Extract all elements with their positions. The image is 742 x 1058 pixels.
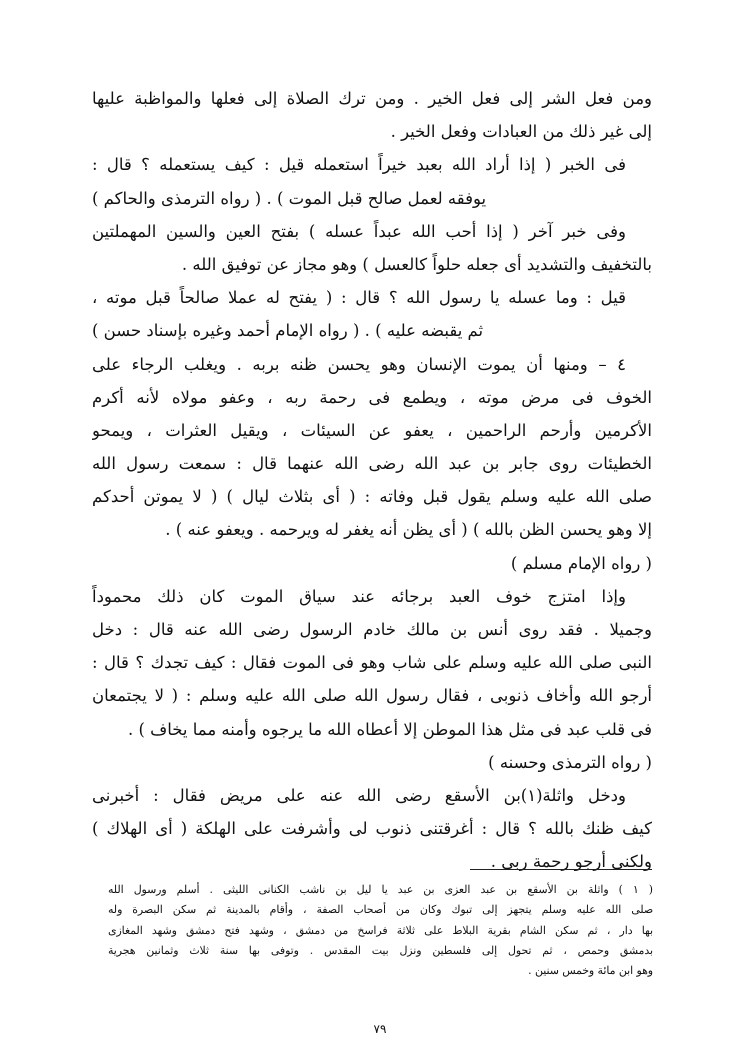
text-line: ولكنى أرجو رحمة ربى . xyxy=(490,852,652,872)
text-line: قيل : وما عسله يا رسول الله ؟ قال : ( يفتح له عملا صالحاً قبل موته ، xyxy=(92,288,626,308)
footnote-line: بها دار ، ثم سكن الشام بقرية البلاط على ثلاثة فراسخ من دمشق ، وشهد فتح دمشق وشهد المغازى xyxy=(108,923,653,937)
footnote-line: ( ١ ) واثلة بن الأسقع بن عبد العزى بن عبد يا ليل بن ناشب الكنانى الليثى . أسلم ورسول الله xyxy=(108,883,653,896)
text-line: فى قلب عبد فى مثل هذا الموطن إلا أعطاه الله ما يرجوه وأمنه مما يخاف ) . xyxy=(127,719,652,739)
text-line: وفى خبر آخر ( إذا أحب الله عبداً عسله ) بفتح العين والسين المهملتين xyxy=(92,221,626,241)
footnote-divider xyxy=(470,869,652,870)
text-line: فى الخبر ( إذا أراد الله بعبد خيراً استعمله قيل : كيف يستعمله ؟ قال : xyxy=(92,155,626,175)
text-line: كيف ظنك بالله ؟ قال : أغرقتنى ذنوب لى وأشرفت على الهلكة ( أى الهلاك ) xyxy=(92,819,652,839)
text-line: وإذا امتزج خوف العبد برجائه عند سياق الموت كان ذلك محموداً xyxy=(92,586,626,606)
text-line: وجميلا . فقد روى أنس بن مالك خادم الرسول رضى الله عنه قال : دخل xyxy=(92,620,652,639)
text-line: ودخل واثلة(١)بن الأسقع رضى الله عنه على مريض فقال : أخبرنى xyxy=(92,785,626,805)
text-line: الخطيئات روى جابر بن عبد الله رضى الله عنهما قال : سمعت رسول الله xyxy=(92,454,652,474)
text-line: أرجو الله وأخاف ذنوبى ، فقال رسول الله صلى الله عليه وسلم : ( لا يجتمعان xyxy=(92,686,652,706)
text-line: النبى صلى الله عليه وسلم على شاب وهو فى الموت فقال : كيف تجدك ؟ قال : xyxy=(92,653,652,673)
footnote-line: وهو ابن مائة وخمس سنين . xyxy=(528,964,653,978)
page-number: ٧٩ xyxy=(373,1022,387,1036)
text-line: ٤ – ومنها أن يموت الإنسان وهو يحسن ظنه بربه . ويغلب الرجاء على xyxy=(92,354,626,374)
footnote-line: صلى الله عليه وسلم يتجهز إلى تبوك وكان من أصحاب الصفة ، وأقام بالمدينة ثم سكن البصرة وله xyxy=(108,903,653,917)
text-line: ومن فعل الشر إلى فعل الخير . ومن ترك الصلاة إلى فعلها والمواظبة عليها xyxy=(92,89,652,108)
footnote-line: بدمشق وحمص ، ثم تحول إلى فلسطين ونزل بيت المقدس . وتوفى بها سنة ثلاث وثمانين هجرية xyxy=(108,943,653,957)
text-line: إلى غير ذلك من العبادات وفعل الخير . xyxy=(390,122,652,142)
footnote xyxy=(108,880,653,981)
source-citation: ( رواه الترمذى وحسنه ) xyxy=(488,752,652,772)
main-text xyxy=(92,82,652,879)
text-line: بالتخفيف والتشديد أى جعله حلواً كالعسل ) وهو مجاز عن توفيق الله . xyxy=(181,254,652,274)
text-line: صلى الله عليه وسلم يقول قبل وفاته : ( أى بثلاث ليال ) ( لا يموتن أحدكم xyxy=(92,487,652,507)
text-line: إلا وهو يحسن الظن بالله ) ( أى يظن أنه يغفر له ويرحمه . ويعفو عنه ) . xyxy=(165,520,652,540)
source-citation: ( رواه الإمام مسلم ) xyxy=(510,553,652,573)
text-line: ثم يقبضه عليه ) . ( رواه الإمام أحمد وغيره بإسناد حسن ) xyxy=(92,321,484,341)
text-line: الخوف فى مرض موته ، ويطمع فى رحمة ربه ، وعفو مولاه لأنه أكرم xyxy=(92,387,652,407)
text-line: الأكرمين وأرحم الراحمين ، يعفو عن السيئات ، ويقيل العثرات ، ويمحو xyxy=(92,420,652,440)
text-line: يوفقه لعمل صالح قبل الموت ) . ( رواه الترمذى والحاكم ) xyxy=(92,188,487,208)
